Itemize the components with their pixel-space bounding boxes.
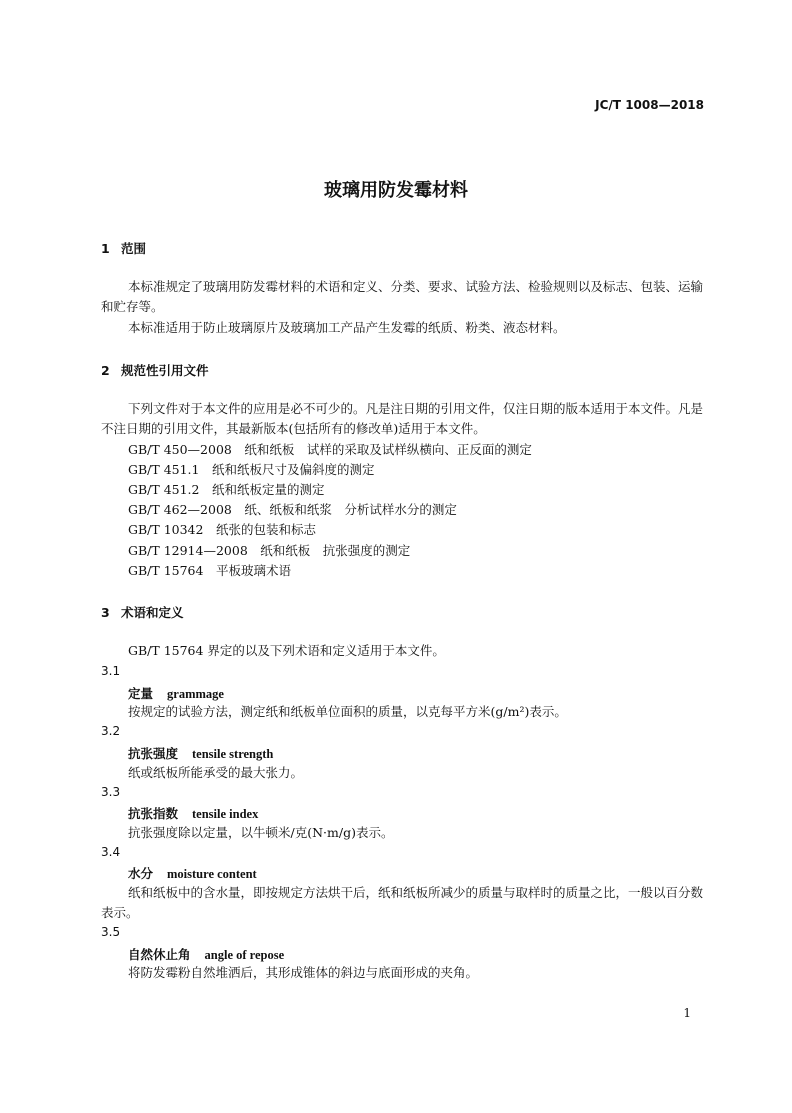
reference-item: GB/T 451.2 纸和纸板定量的测定	[128, 482, 325, 497]
term-definition: 纸或纸板所能承受的最大张力。	[128, 765, 304, 780]
section-number: 2	[101, 363, 110, 378]
term-zh: 自然休止角	[128, 947, 191, 962]
section-title: 范围	[121, 241, 147, 256]
term-zh: 抗张强度	[128, 746, 179, 761]
reference-item: GB/T 10342 纸张的包装和标志	[128, 522, 316, 537]
scope-paragraph-1: 本标准规定了玻璃用防发霉材料的术语和定义、分类、要求、试验方法、检验规则以及标志、包装、运输和贮存等。	[101, 279, 704, 314]
terms-intro: GB/T 15764 界定的以及下列术语和定义适用于本文件。	[128, 643, 445, 658]
term-number: 3.1	[101, 664, 121, 678]
term-name	[128, 804, 258, 822]
term-zh: 抗张指数	[128, 806, 179, 821]
term-name	[128, 684, 224, 702]
section-title: 术语和定义	[121, 605, 184, 620]
term-en: angle of repose	[204, 948, 285, 962]
document-title: 玻璃用防发霉材料	[324, 180, 468, 201]
reference-item: GB/T 450—2008 纸和纸板 试样的采取及试样纵横向、正反面的测定	[128, 442, 532, 457]
section-title: 规范性引用文件	[121, 363, 209, 378]
term-en: grammage	[167, 687, 224, 701]
scope-paragraph-2: 本标准适用于防止玻璃原片及玻璃加工产品产生发霉的纸质、粉类、液态材料。	[128, 320, 566, 335]
term-zh: 定量	[128, 686, 154, 701]
term-definition: 抗张强度除以定量，以牛顿米/克(N·m/g)表示。	[128, 825, 394, 840]
reference-item: GB/T 15764 平板玻璃术语	[128, 563, 291, 578]
reference-item: GB/T 462—2008 纸、纸板和纸浆 分析试样水分的测定	[128, 502, 457, 517]
section-number: 3	[101, 605, 110, 620]
term-definition: 按规定的试验方法，测定纸和纸板单位面积的质量，以克每平方米(g/m²)表示。	[128, 704, 567, 719]
term-en: tensile strength	[192, 747, 274, 761]
section-3-heading	[101, 603, 184, 621]
term-name	[128, 864, 257, 882]
term-number: 3.4	[101, 845, 121, 859]
section-number: 1	[101, 241, 110, 256]
term-definition: 将防发霉粉自然堆洒后，其形成锥体的斜边与底面形成的夹角。	[128, 965, 479, 980]
term-en: moisture content	[167, 867, 257, 881]
section-2-heading	[101, 361, 209, 379]
section-1-heading	[101, 239, 146, 257]
term-name	[128, 945, 284, 963]
reference-item: GB/T 451.1 纸和纸板尺寸及偏斜度的测定	[128, 462, 375, 477]
term-en: tensile index	[192, 807, 259, 821]
term-number: 3.5	[101, 925, 121, 939]
term-zh: 水分	[128, 866, 154, 881]
standard-code: JC/T 1008—2018	[595, 98, 704, 112]
page-number: 1	[683, 1006, 691, 1020]
term-definition: 纸和纸板中的含水量，即按规定方法烘干后，纸和纸板所减少的质量与取样时的质量之比，一般以百分数表示。	[101, 885, 704, 920]
term-name	[128, 744, 273, 762]
term-number: 3.2	[101, 724, 121, 738]
normative-refs-intro: 下列文件对于本文件的应用是必不可少的。凡是注日期的引用文件，仅注日期的版本适用于本文件。凡是不注日期的引用文件，其最新版本(包括所有的修改单)适用于本文件。	[101, 401, 704, 436]
reference-item: GB/T 12914—2008 纸和纸板 抗张强度的测定	[128, 543, 411, 558]
term-number: 3.3	[101, 785, 121, 799]
